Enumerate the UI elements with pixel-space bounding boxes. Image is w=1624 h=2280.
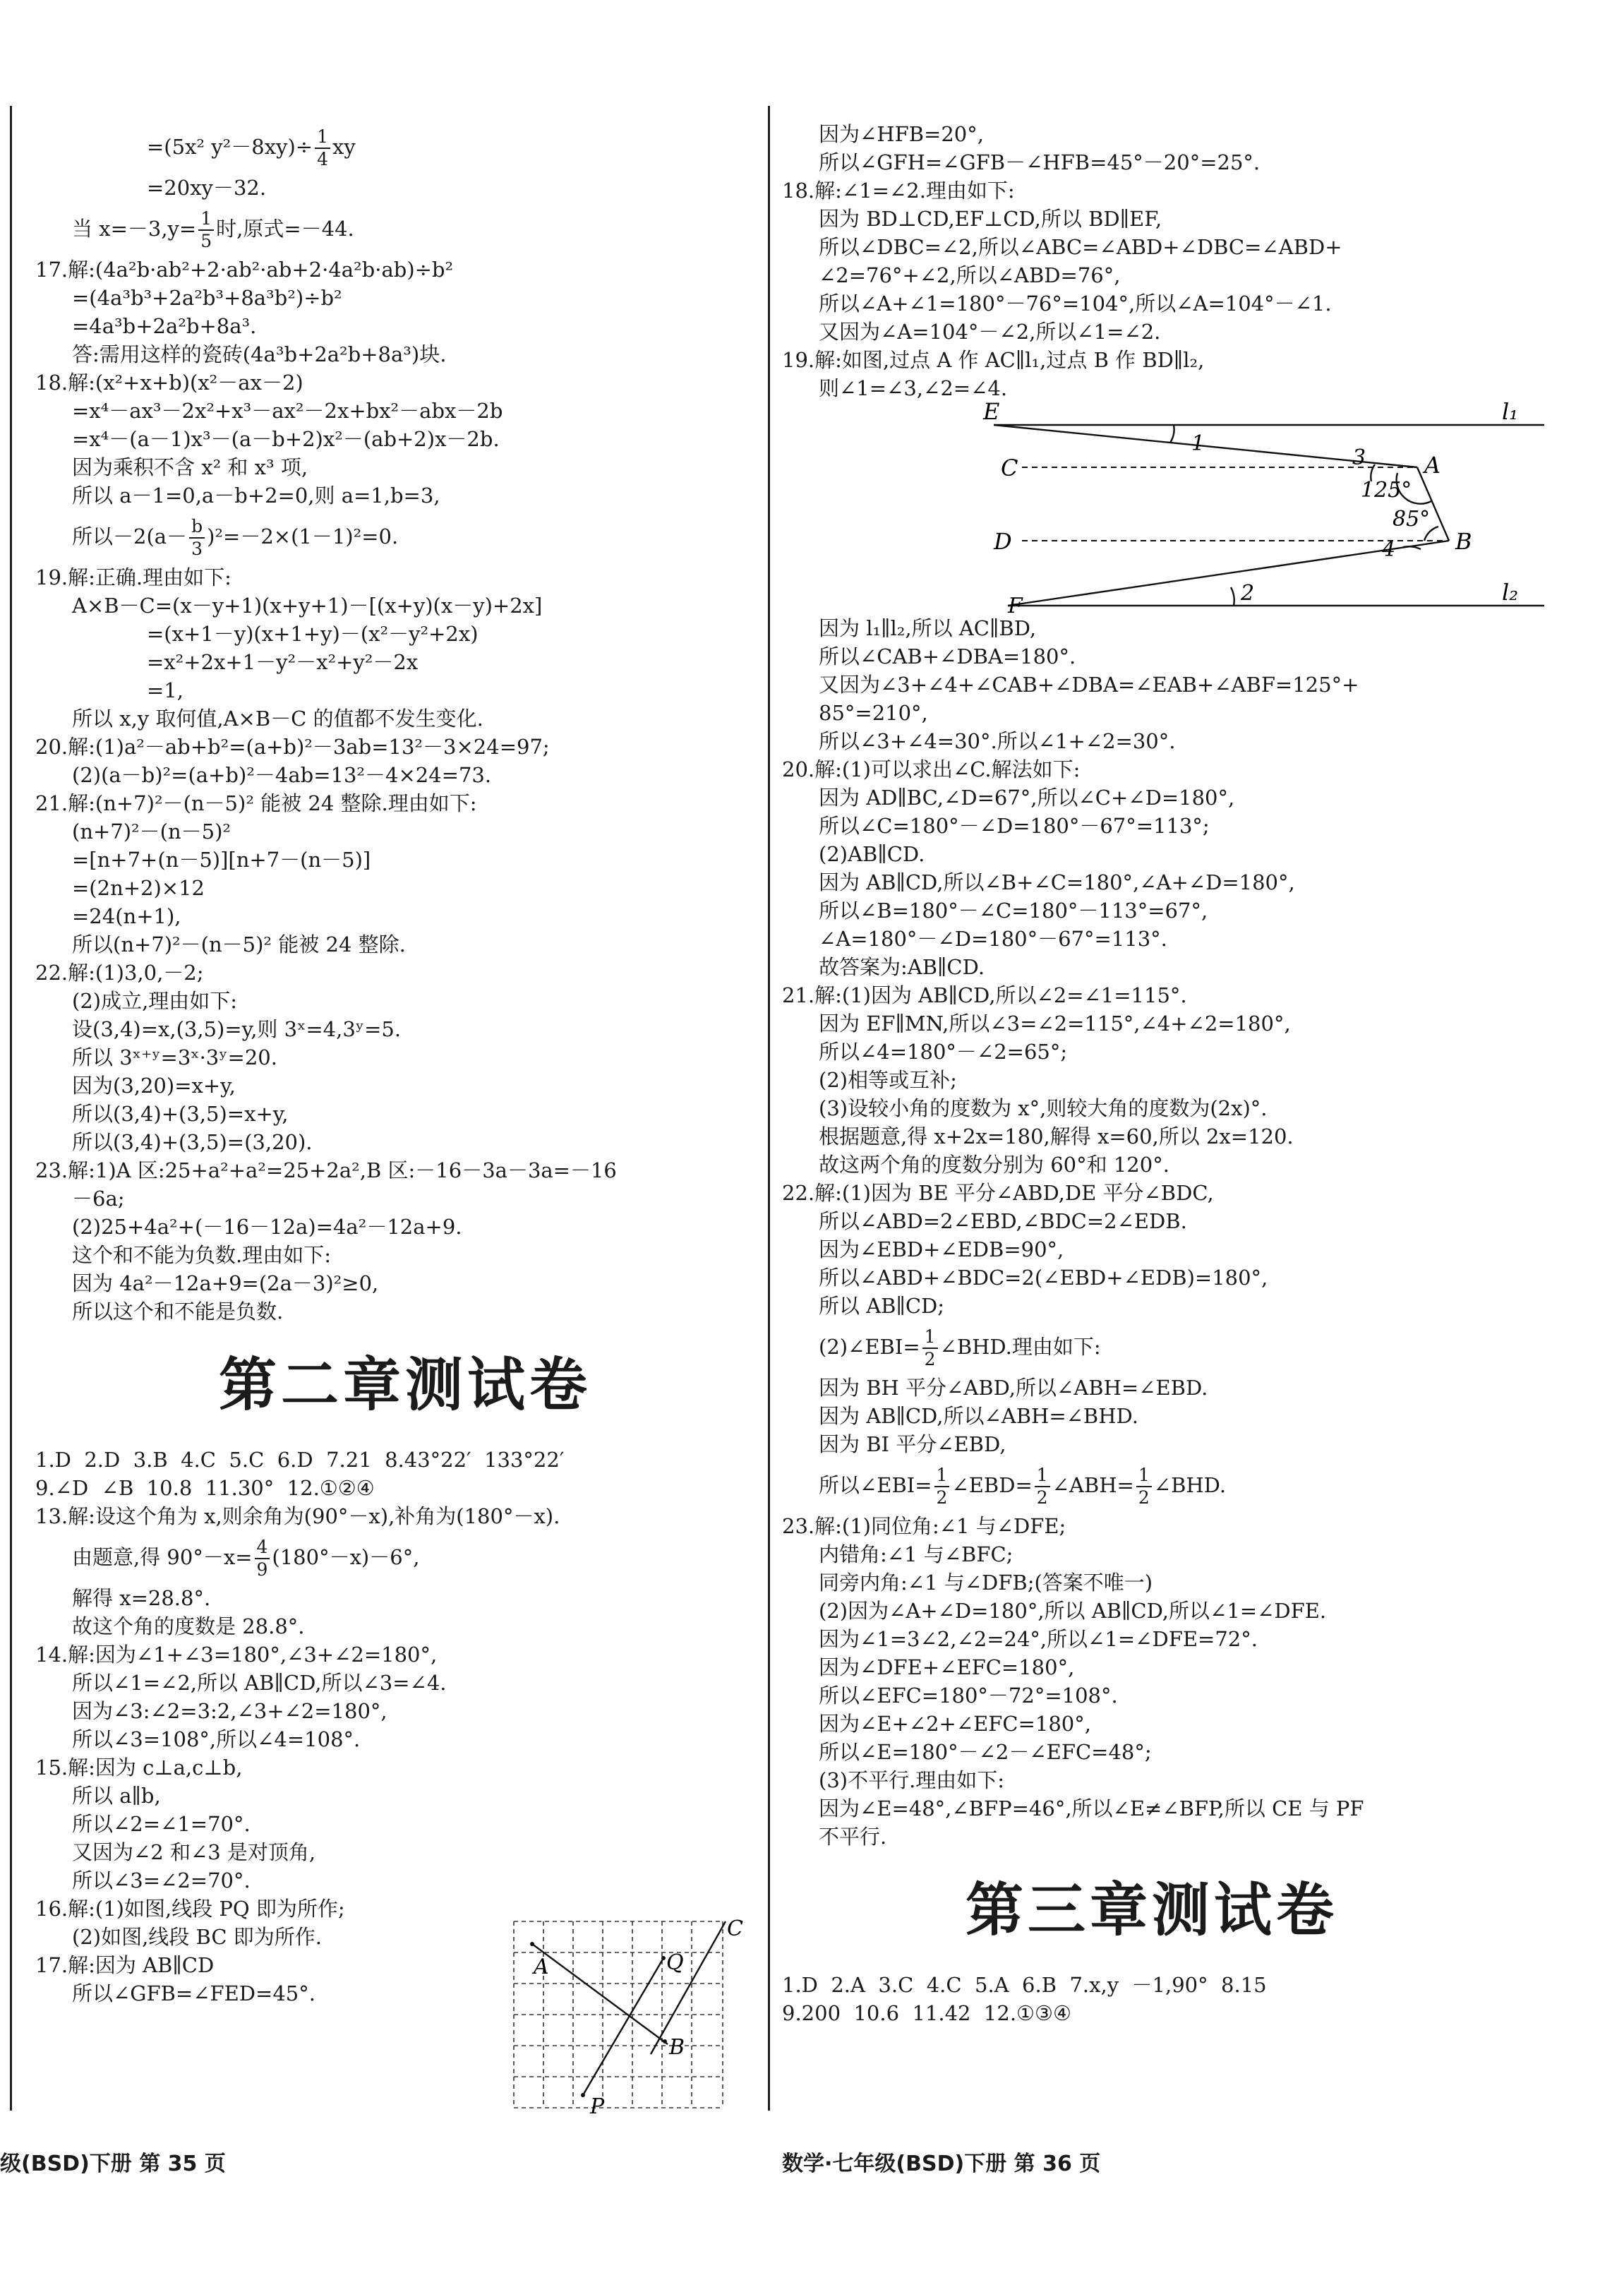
answer-line: 所以∠3=108°,所以∠4=108°.: [72, 1727, 361, 1751]
answer-line: (3)设较小角的度数为 x°,则较大角的度数为(2x)°.: [819, 1096, 1268, 1120]
chapter3-title: 第三章测试卷: [966, 1877, 1339, 1944]
answer-line: 因为 4a²－12a+9=(2a－3)²≥0,: [72, 1271, 379, 1295]
answer-line: =(2n+2)×12: [72, 876, 205, 900]
answer-line: 设(3,4)=x,(3,5)=y,则 3ˣ=4,3ʸ=5.: [72, 1017, 402, 1041]
answer-line: 所以∠3+∠4=30°.所以∠1+∠2=30°.: [819, 729, 1176, 753]
answer-line: (2)(a－b)²=(a+b)²－4ab=13²－4×24=73.: [72, 763, 492, 787]
answer-line: =4a³b+2a²b+8a³.: [72, 314, 257, 338]
answer-line: 因为 AB∥CD,所以∠B+∠C=180°,∠A+∠D=180°,: [819, 870, 1295, 894]
answer-line: 16.解:(1)如图,线段 PQ 即为所作;: [35, 1897, 345, 1921]
answer-line: 因为∠HFB=20°,: [819, 122, 984, 146]
answer-line: 18.解:(x²+x+b)(x²－ax－2): [35, 371, 303, 395]
answer-line: 解得 x=28.8°.: [72, 1586, 211, 1610]
fig-label-c: C: [1001, 455, 1018, 481]
fig-label-a: A: [1424, 452, 1441, 479]
answer-line: (2)成立,理由如下:: [72, 989, 238, 1013]
right-answers-part1: [782, 120, 1594, 402]
answer-line: 内错角:∠1 与∠BFC;: [819, 1542, 1014, 1566]
left-column: [35, 120, 755, 2008]
answer-line: 因为∠3:∠2=3:2,∠3+∠2=180°,: [72, 1699, 387, 1723]
answer-line: =1,: [147, 678, 184, 702]
answer-line: 17.解:因为 AB∥CD: [35, 1953, 215, 1977]
answer-line: 85°=210°,: [819, 701, 928, 725]
answer-line: 所以(n+7)²－(n－5)² 能被 24 整除.: [72, 932, 406, 956]
answer-line: 不平行.: [819, 1825, 887, 1849]
grid-label-q: Q: [666, 1950, 684, 1975]
answer-line: (2)AB∥CD.: [819, 842, 925, 866]
answer-line: ∠2=76°+∠2,所以∠ABD=76°,: [819, 263, 1121, 287]
answer-line: 所以∠3=∠2=70°.: [72, 1868, 251, 1892]
answer-line: 所以∠ABD=2∠EBD,∠BDC=2∠EDB.: [819, 1209, 1187, 1233]
answer-line: 21.解:(1)因为 AB∥CD,所以∠2=∠1=115°.: [782, 983, 1187, 1007]
segment-pq: [583, 1958, 663, 2095]
fig-label-b: B: [1455, 528, 1472, 555]
answer-line: 因为 BH 平分∠ABD,所以∠ABH=∠EBD.: [819, 1376, 1208, 1400]
answer-line: 又因为∠3+∠4+∠CAB+∠DBA=∠EAB+∠ABF=125°+: [819, 673, 1359, 697]
answer-line: =x²+2x+1－y²－x²+y²－2x: [147, 650, 419, 674]
left-answers-chapter1: [35, 120, 755, 1326]
answer-line: 所以(3,4)+(3,5)=x+y,: [72, 1102, 289, 1126]
answer-line: 所以(3,4)+(3,5)=(3,20).: [72, 1130, 313, 1154]
answer-line: 21.解:(n+7)²－(n－5)² 能被 24 整除.理由如下:: [35, 791, 477, 815]
answer-line: 19.解:正确.理由如下:: [35, 565, 231, 589]
answer-line: 因为 BD⊥CD,EF⊥CD,所以 BD∥EF,: [819, 207, 1162, 231]
right-answers-part2: [782, 614, 1594, 1851]
answer-line: =20xy－32.: [147, 176, 267, 200]
answer-line: 因为∠DFE+∠EFC=180°,: [819, 1655, 1075, 1679]
answer-line: 所以∠CAB+∠DBA=180°.: [819, 644, 1076, 668]
fig-label-l2: l₂: [1502, 579, 1519, 606]
answer-line: (2)因为∠A+∠D=180°,所以 AB∥CD,所以∠1=∠DFE.: [819, 1599, 1327, 1623]
answer-line: 因为∠E=48°,∠BFP=46°,所以∠E≠∠BFP,所以 CE 与 PF: [819, 1796, 1364, 1820]
grid-label-p: P: [590, 2094, 605, 2118]
answer-line: 所以∠A+∠1=180°－76°=104°,所以∠A=104°－∠1.: [819, 292, 1332, 316]
answer-line: 这个和不能为负数.理由如下:: [72, 1243, 331, 1267]
answer-line: 所以 a－1=0,a－b+2=0,则 a=1,b=3,: [72, 484, 440, 508]
answer-line: 故答案为:AB∥CD.: [819, 955, 985, 979]
fraction: $\frac{1}{2}$: [1035, 1465, 1050, 1508]
answer-line: 22.解:(1)3,0,－2;: [35, 961, 204, 985]
answer-line: 9.∠D ∠B 10.8 11.30° 12.①②④: [35, 1476, 375, 1500]
answer-line: 所以∠1=∠2,所以 AB∥CD,所以∠3=∠4.: [72, 1671, 447, 1695]
answer-line: 所以∠GFB=∠FED=45°.: [72, 1981, 315, 2005]
answer-line: 因为乘积不含 x² 和 x³ 项,: [72, 455, 308, 479]
page-footer-right: 数学·七年级(BSD)下册 第 36 页: [782, 2152, 1101, 2176]
answer-line: 所以∠4=180°－∠2=65°;: [819, 1040, 1068, 1064]
answer-line: 20.解:(1)a²－ab+b²=(a+b)²－3ab=13²－3×24=97;: [35, 735, 550, 759]
fig-label-l1: l₁: [1502, 402, 1519, 425]
grid-figure-pq-bc: [512, 1913, 745, 2118]
grid-label-b: B: [669, 2035, 685, 2060]
chapter2-title: 第二章测试卷: [219, 1352, 592, 1419]
answer-line: ∠A=180°－∠D=180°－67°=113°.: [819, 927, 1167, 951]
grid-label-c: C: [727, 1916, 743, 1941]
answer-line: =24(n+1),: [72, 904, 181, 928]
answer-line: 因为 l₁∥l₂,所以 AC∥BD,: [819, 616, 1037, 640]
answer-line: 因为 BI 平分∠EBD,: [819, 1432, 1006, 1456]
answer-line: (2)如图,线段 BC 即为所作.: [72, 1925, 322, 1949]
answer-line: 故这个角的度数是 28.8°.: [72, 1614, 305, 1638]
fraction: $\frac{4}{9}$: [255, 1537, 270, 1580]
answer-line: 23.解:1)A 区:25+a²+a²=25+2a²,B 区:－16－3a－3a=－16: [35, 1158, 617, 1182]
answer-line: 所以∠E=180°－∠2－∠EFC=48°;: [819, 1740, 1152, 1764]
answer-line: 由题意,得 90°－x= $\frac{4}{9}$ (180°－x)－6°,: [72, 1537, 420, 1580]
right-column: [782, 120, 1594, 2027]
answer-line: (2)相等或互补;: [819, 1068, 957, 1092]
answer-line: 因为(3,20)=x+y,: [72, 1074, 236, 1098]
answer-line: 因为∠E+∠2+∠EFC=180°,: [819, 1712, 1091, 1736]
grid-label-a: A: [534, 1955, 549, 1979]
fraction: $\frac{1}{2}$: [922, 1326, 938, 1370]
fraction: $\frac{1}{2}$: [1136, 1465, 1152, 1508]
answer-line: 所以这个和不能是负数.: [72, 1300, 284, 1324]
answer-line: 因为∠EBD+∠EDB=90°,: [819, 1237, 1064, 1261]
answer-line: =(x+1－y)(x+1+y)－(x²－y²+2x): [147, 622, 479, 646]
answer-line: 因为∠1=3∠2,∠2=24°,所以∠1=∠DFE=72°.: [819, 1627, 1258, 1651]
right-answers-chapter3: [782, 1971, 1594, 2027]
fraction: $\frac{1}{4}$: [315, 126, 330, 170]
answer-line: 因为 AD∥BC,∠D=67°,所以∠C+∠D=180°,: [819, 786, 1235, 810]
answer-line: 22.解:(1)因为 BE 平分∠ABD,DE 平分∠BDC,: [782, 1181, 1214, 1205]
fraction: $\frac{1}{2}$: [934, 1465, 950, 1508]
answer-line: =x⁴－ax³－2x²+x³－ax²－2x+bx²－abx－2b: [72, 399, 503, 423]
fig-label-angle2: 2: [1241, 581, 1255, 606]
fraction: $\frac{1}{5}$: [198, 208, 214, 252]
answer-line: 故这两个角的度数分别为 60°和 120°.: [819, 1153, 1169, 1177]
fig-label-125deg: 125°: [1361, 478, 1412, 503]
answer-line: =(5x² y²－8xy)÷ $\frac{1}{4}$ xy: [147, 126, 356, 169]
answer-line: 所以∠B=180°－∠C=180°－113°=67°,: [819, 899, 1208, 923]
fig-label-angle4: 4: [1382, 537, 1396, 562]
answer-line: (2)25+4a²+(－16－12a)=4a²－12a+9.: [72, 1215, 462, 1239]
answer-line: 则∠1=∠3,∠2=∠4.: [819, 376, 1008, 400]
answer-line: 1.D 2.D 3.B 4.C 5.C 6.D 7.21 8.43°22′ 133°22′: [35, 1448, 565, 1472]
answer-line: 19.解:如图,过点 A 作 AC∥l₁,过点 B 作 BD∥l₂,: [782, 348, 1205, 372]
answer-line: A×B－C=(x－y+1)(x+y+1)－[(x+y)(x－y)+2x]: [72, 594, 543, 618]
answer-line: 因为 EF∥MN,所以∠3=∠2=115°,∠4+∠2=180°,: [819, 1012, 1291, 1036]
page-footer-left: 级(BSD)下册 第 35 页: [0, 2152, 226, 2176]
answer-line: (n+7)²－(n－5)²: [72, 820, 231, 844]
fig-label-angle1: 1: [1191, 431, 1205, 456]
left-margin-rule: [10, 106, 12, 2111]
answer-line: 所以－2(a－ $\frac{b}{3}$ )²=－2×(1－1)²=0.: [72, 516, 399, 559]
answer-line: 1.D 2.A 3.C 4.C 5.A 6.B 7.x,y －1,90° 8.15: [782, 1973, 1267, 1997]
answer-line: 17.解:(4a²b·ab²+2·ab²·ab+2·4a²b·ab)÷b²: [35, 258, 454, 282]
column-divider: [768, 106, 770, 2111]
answer-line: 所以∠DBC=∠2,所以∠ABC=∠ABD+∠DBC=∠ABD+: [819, 235, 1342, 259]
answer-line: 答:需用这样的瓷砖(4a³b+2a²b+8a³)块.: [72, 342, 447, 366]
answer-line: 所以∠EFC=180°－72°=108°.: [819, 1684, 1118, 1708]
answer-line: 当 x=－3,y= $\frac{1}{5}$ 时,原式=－44.: [72, 208, 354, 251]
answer-line: 所以∠2=∠1=70°.: [72, 1812, 251, 1836]
q19-parallel-lines-figure: [980, 402, 1601, 614]
fig-label-f: F: [1008, 594, 1023, 614]
answer-line: 18.解:∠1=∠2.理由如下:: [782, 179, 1015, 203]
answer-line: 又因为∠A=104°－∠2,所以∠1=∠2.: [819, 320, 1161, 344]
answer-line: 所以 a∥b,: [72, 1784, 161, 1808]
answer-line: (3)不平行.理由如下:: [819, 1768, 1005, 1792]
answer-line: 23.解:(1)同位角:∠1 与∠DFE;: [782, 1514, 1066, 1538]
fig-label-angle3: 3: [1352, 445, 1366, 470]
answer-line: 13.解:设这个角为 x,则余角为(90°－x),补角为(180°－x).: [35, 1504, 560, 1528]
answer-line: 20.解:(1)可以求出∠C.解法如下:: [782, 757, 1081, 781]
answer-line: =(4a³b³+2a²b³+8a³b²)÷b²: [72, 286, 342, 310]
fraction: $\frac{b}{3}$: [189, 516, 205, 560]
answer-line: =[n+7+(n－5)][n+7－(n－5)]: [72, 848, 371, 872]
answer-line: 所以∠ABD+∠BDC=2(∠EBD+∠EDB)=180°,: [819, 1266, 1268, 1290]
answer-line: 9.200 10.6 11.42 12.①③④: [782, 2001, 1072, 2025]
answer-line: 所以∠C=180°－∠D=180°－67°=113°;: [819, 814, 1210, 838]
fig-label-85deg: 85°: [1393, 507, 1431, 532]
answer-line: 所以 x,y 取何值,A×B－C 的值都不发生变化.: [72, 707, 483, 731]
answer-line: 因为 AB∥CD,所以∠ABH=∠BHD.: [819, 1404, 1138, 1428]
answer-line: 所以 AB∥CD;: [819, 1294, 945, 1318]
fig-label-e: E: [983, 402, 1000, 425]
segment-ab: [532, 1944, 668, 2044]
answer-line: －6a;: [72, 1187, 125, 1211]
fig-label-d: D: [994, 528, 1012, 555]
answer-line: 所以 3ˣ⁺ʸ=3ˣ·3ʸ=20.: [72, 1045, 277, 1069]
answer-line: 14.解:因为∠1+∠3=180°,∠3+∠2=180°,: [35, 1643, 438, 1667]
answer-line: =x⁴－(a－1)x³－(a－b+2)x²－(ab+2)x－2b.: [72, 427, 500, 451]
answer-line: 所以∠EBI= $\frac{1}{2}$ ∠EBD= $\frac{1}{2}$ ∠ABH= $\frac{1}{2}$ ∠BHD.: [819, 1465, 1227, 1508]
answer-line: 又因为∠2 和∠3 是对顶角,: [72, 1840, 316, 1864]
answer-line: 根据题意,得 x+2x=180,解得 x=60,所以 2x=120.: [819, 1124, 1294, 1148]
answer-line: 15.解:因为 c⊥a,c⊥b,: [35, 1756, 243, 1780]
answer-line: (2)∠EBI= $\frac{1}{2}$ ∠BHD.理由如下:: [819, 1326, 1101, 1369]
answer-line: 所以∠GFH=∠GFB－∠HFB=45°－20°=25°.: [819, 150, 1261, 174]
answer-line: 同旁内角:∠1 与∠DFB;(答案不唯一): [819, 1571, 1153, 1595]
